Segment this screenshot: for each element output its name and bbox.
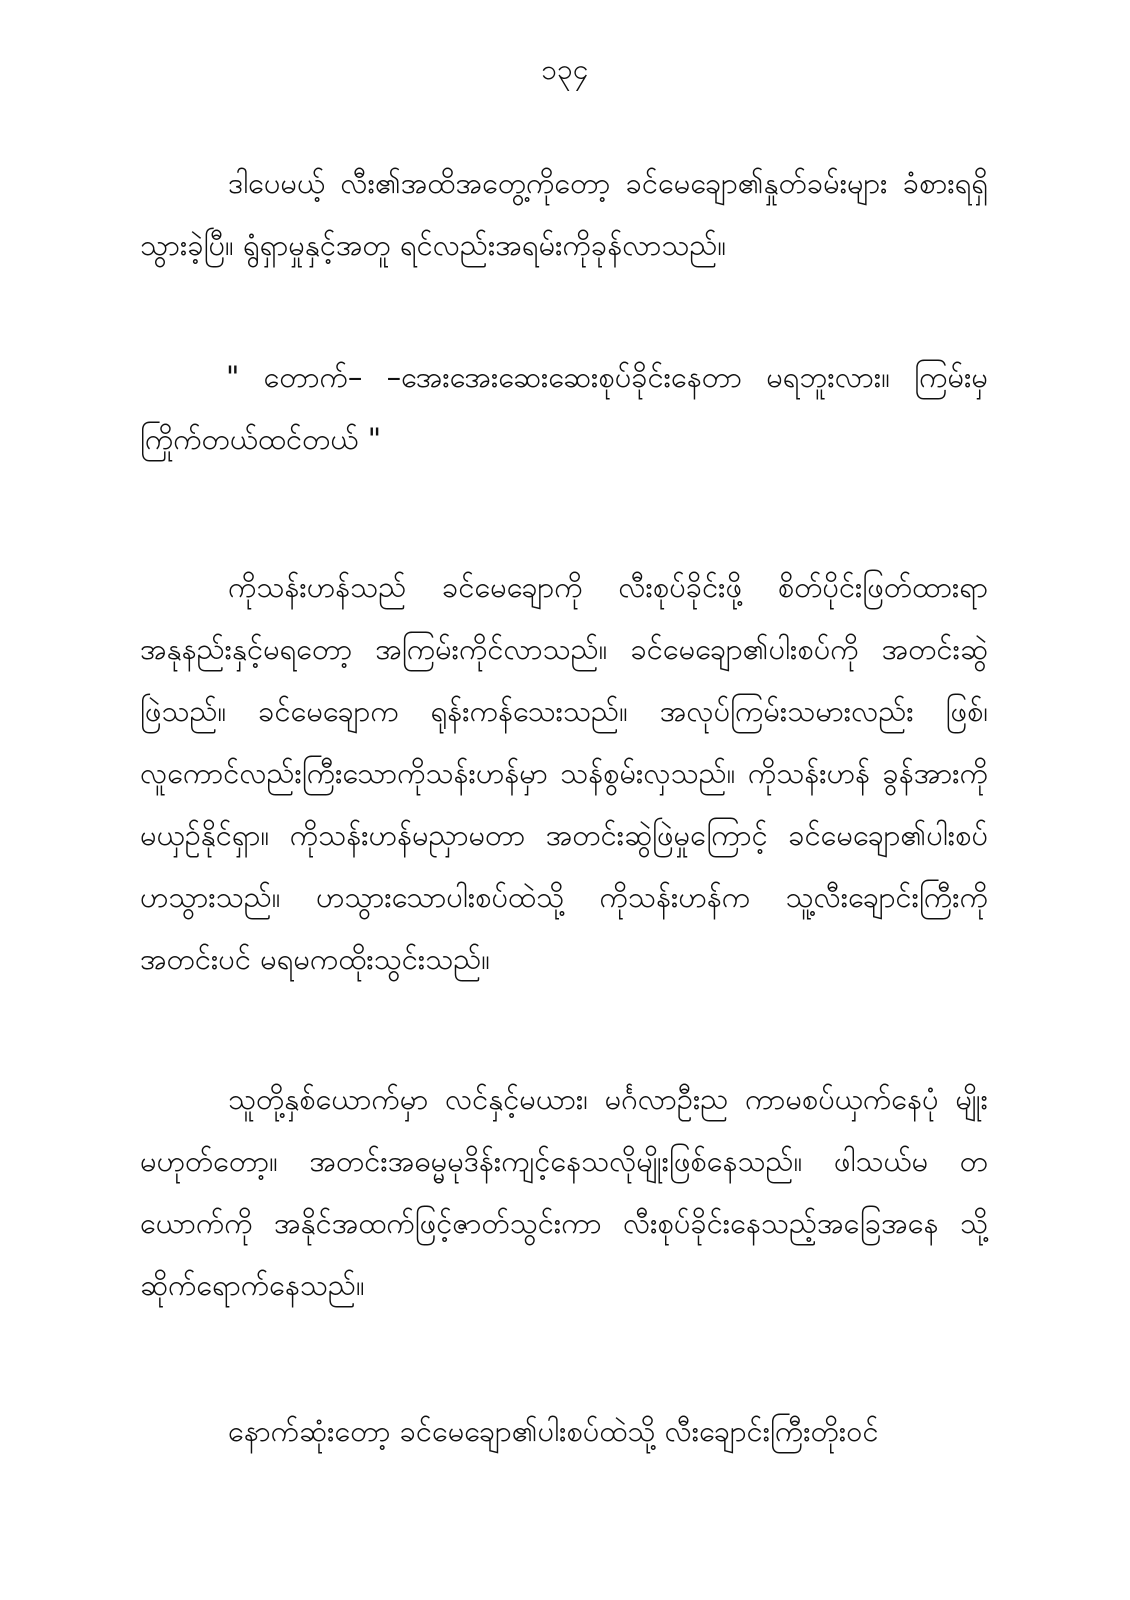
paragraph-2-dialogue: " တောက်– –အေးအေးဆေးဆေးစုပ်ခိုင်းနေတာ မရဘူးလား။ ကြမ်းမှကြိုက်တယ်ထင်တယ် " — [140, 360, 988, 456]
paragraph-4: သူတို့နှစ်ယောက်မှာ လင်နှင့်မယား၊ မင်္ဂလာဦးည ကာမစပ်ယှက်နေပုံ မျိုးမဟုတ်တော့။ အတင်းအဓမ္မမုဒိန်းကျင့်နေသလိုမျိုးဖြစ်နေသည်။ ဖါသယ်မ တယောက်ကို အနိုင်အထက်ဖြင့်ဇာတ်သွင်းကာ လီးစုပ်ခိုင်းနေသည့်အခြေအနေ သို့ဆိုက်ရောက်နေသည်။ — [140, 1082, 988, 1302]
paragraph-1: ဒါပေမယ့် လီး၏အထိအတွေ့ကိုတော့ ခင်မေချော၏နှုတ်ခမ်းများ ခံစားရရှိသွားခဲ့ပြီ။ ရွံရှာမှုနှင့်အတူ ရင်လည်းအရမ်းကိုခုန်လာသည်။ — [140, 166, 988, 262]
paragraph-3: ကိုသန်းဟန်သည် ခင်မေချောကို လီးစုပ်ခိုင်းဖို့ စိတ်ပိုင်းဖြတ်ထားရာ အနုနည်းနှင့်မရတော့ အကြမ်းကိုင်လာသည်။ ခင်မေချော၏ပါးစပ်ကို အတင်းဆွဲဖြဲသည်။ ခင်မေချောက ရုန်းကန်သေးသည်။ အလုပ်ကြမ်းသမားလည်း ဖြစ်၊ လူကောင်လည်းကြီးသောကိုသန်းဟန်မှာ သန်စွမ်းလှသည်။ ကိုသန်းဟန် ခွန်အားကို မယှဉ်နိုင်ရှာ။ ကိုသန်းဟန်မညှာမတာ အတင်းဆွဲဖြဲမှုကြောင့် ခင်မေချော၏ပါးစပ် ဟသွားသည်။ ဟသွားသောပါးစပ်ထဲသို့ ကိုသန်းဟန်က သူ့လီးချောင်းကြီးကို အတင်းပင် မရမကထိုးသွင်းသည်။ — [140, 570, 988, 976]
paragraph-5: နောက်ဆုံးတော့ ခင်မေချော၏ပါးစပ်ထဲသို့ လီးချောင်းကြီးတိုးဝင် — [228, 1414, 879, 1448]
page-body — [140, 152, 988, 1462]
page-number: ၁၃၄ — [541, 53, 589, 86]
